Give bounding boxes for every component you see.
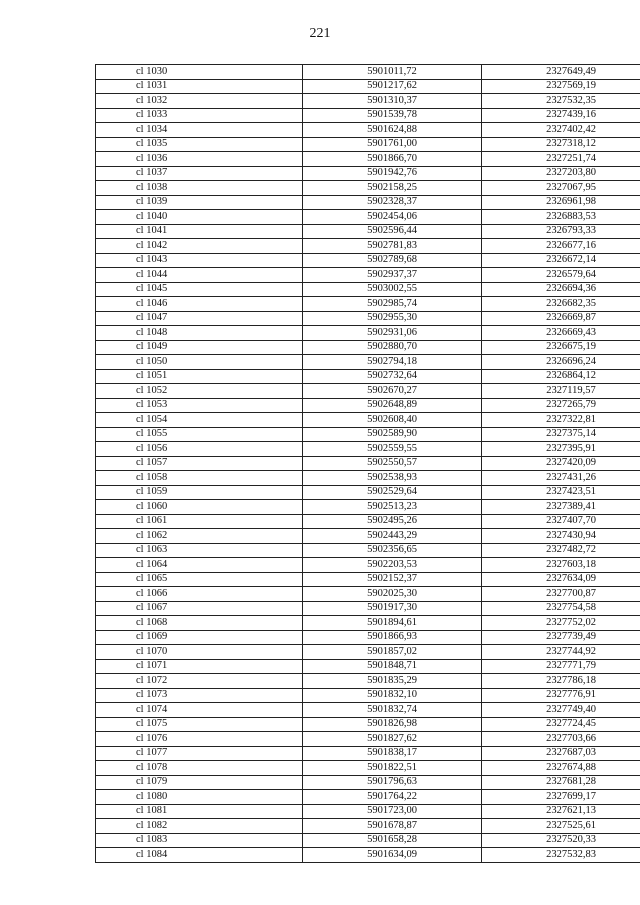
coordinates-table-body: [96, 65, 640, 863]
y-coordinate-cell: 2327744,92: [482, 645, 640, 660]
x-coordinate-cell: 5902589,90: [303, 427, 482, 442]
x-coordinate-cell: 5901826,98: [303, 717, 482, 732]
table-row: [96, 210, 640, 225]
x-coordinate-cell: 5901011,72: [303, 65, 482, 80]
point-name-cell: cl 1037: [96, 166, 303, 181]
x-coordinate-cell: 5901761,00: [303, 137, 482, 152]
x-coordinate-cell: 5901917,30: [303, 601, 482, 616]
table-row: [96, 674, 640, 689]
table-row: [96, 558, 640, 573]
y-coordinate-cell: 2327752,02: [482, 616, 640, 631]
table-row: [96, 775, 640, 790]
y-coordinate-cell: 2326579,64: [482, 268, 640, 283]
x-coordinate-cell: 5902937,37: [303, 268, 482, 283]
x-coordinate-cell: 5902608,40: [303, 413, 482, 428]
x-coordinate-cell: 5902781,83: [303, 239, 482, 254]
table-row: [96, 369, 640, 384]
x-coordinate-cell: 5901217,62: [303, 79, 482, 94]
table-row: [96, 297, 640, 312]
point-name-cell: cl 1054: [96, 413, 303, 428]
table-row: [96, 616, 640, 631]
y-coordinate-cell: 2327203,80: [482, 166, 640, 181]
x-coordinate-cell: 5901539,78: [303, 108, 482, 123]
table-row: [96, 645, 640, 660]
point-name-cell: cl 1049: [96, 340, 303, 355]
x-coordinate-cell: 5902538,93: [303, 471, 482, 486]
point-name-cell: cl 1067: [96, 601, 303, 616]
table-row: [96, 239, 640, 254]
y-coordinate-cell: 2327681,28: [482, 775, 640, 790]
table-row: [96, 500, 640, 515]
x-coordinate-cell: 5901310,37: [303, 94, 482, 109]
point-name-cell: cl 1045: [96, 282, 303, 297]
y-coordinate-cell: 2327749,40: [482, 703, 640, 718]
table-row: [96, 427, 640, 442]
point-name-cell: cl 1077: [96, 746, 303, 761]
point-name-cell: cl 1058: [96, 471, 303, 486]
x-coordinate-cell: 5902880,70: [303, 340, 482, 355]
x-coordinate-cell: 5903002,55: [303, 282, 482, 297]
x-coordinate-cell: 5902931,06: [303, 326, 482, 341]
y-coordinate-cell: 2327532,35: [482, 94, 640, 109]
y-coordinate-cell: 2327754,58: [482, 601, 640, 616]
table-row: [96, 819, 640, 834]
point-name-cell: cl 1066: [96, 587, 303, 602]
table-row: [96, 123, 640, 138]
table-row: [96, 384, 640, 399]
x-coordinate-cell: 5902529,64: [303, 485, 482, 500]
y-coordinate-cell: 2327375,14: [482, 427, 640, 442]
x-coordinate-cell: 5901624,88: [303, 123, 482, 138]
y-coordinate-cell: 2327067,95: [482, 181, 640, 196]
table-row: [96, 340, 640, 355]
y-coordinate-cell: 2327739,49: [482, 630, 640, 645]
y-coordinate-cell: 2327703,66: [482, 732, 640, 747]
x-coordinate-cell: 5901832,74: [303, 703, 482, 718]
y-coordinate-cell: 2327525,61: [482, 819, 640, 834]
table-row: [96, 326, 640, 341]
y-coordinate-cell: 2327776,91: [482, 688, 640, 703]
x-coordinate-cell: 5902356,65: [303, 543, 482, 558]
x-coordinate-cell: 5901835,29: [303, 674, 482, 689]
point-name-cell: cl 1050: [96, 355, 303, 370]
x-coordinate-cell: 5901838,17: [303, 746, 482, 761]
table-row: [96, 65, 640, 80]
table-row: [96, 152, 640, 167]
point-name-cell: cl 1051: [96, 369, 303, 384]
point-name-cell: cl 1079: [96, 775, 303, 790]
point-name-cell: cl 1055: [96, 427, 303, 442]
x-coordinate-cell: 5901832,10: [303, 688, 482, 703]
y-coordinate-cell: 2327520,33: [482, 833, 640, 848]
y-coordinate-cell: 2327674,88: [482, 761, 640, 776]
x-coordinate-cell: 5902955,30: [303, 311, 482, 326]
y-coordinate-cell: 2327119,57: [482, 384, 640, 399]
table-row: [96, 442, 640, 457]
x-coordinate-cell: 5902513,23: [303, 500, 482, 515]
y-coordinate-cell: 2327771,79: [482, 659, 640, 674]
x-coordinate-cell: 5902789,68: [303, 253, 482, 268]
point-name-cell: cl 1074: [96, 703, 303, 718]
y-coordinate-cell: 2327621,13: [482, 804, 640, 819]
point-name-cell: cl 1062: [96, 529, 303, 544]
point-name-cell: cl 1043: [96, 253, 303, 268]
x-coordinate-cell: 5902985,74: [303, 297, 482, 312]
x-coordinate-cell: 5901866,70: [303, 152, 482, 167]
y-coordinate-cell: 2327407,70: [482, 514, 640, 529]
point-name-cell: cl 1068: [96, 616, 303, 631]
table-row: [96, 398, 640, 413]
y-coordinate-cell: 2327389,41: [482, 500, 640, 515]
x-coordinate-cell: 5901764,22: [303, 790, 482, 805]
point-name-cell: cl 1075: [96, 717, 303, 732]
table-row: [96, 108, 640, 123]
y-coordinate-cell: 2327724,45: [482, 717, 640, 732]
x-coordinate-cell: 5902794,18: [303, 355, 482, 370]
point-name-cell: cl 1078: [96, 761, 303, 776]
table-row: [96, 413, 640, 428]
x-coordinate-cell: 5902025,30: [303, 587, 482, 602]
y-coordinate-cell: 2327482,72: [482, 543, 640, 558]
point-name-cell: cl 1063: [96, 543, 303, 558]
point-name-cell: cl 1083: [96, 833, 303, 848]
point-name-cell: cl 1061: [96, 514, 303, 529]
point-name-cell: cl 1072: [96, 674, 303, 689]
y-coordinate-cell: 2327569,19: [482, 79, 640, 94]
table-row: [96, 587, 640, 602]
point-name-cell: cl 1053: [96, 398, 303, 413]
table-row: [96, 282, 640, 297]
y-coordinate-cell: 2326961,98: [482, 195, 640, 210]
point-name-cell: cl 1070: [96, 645, 303, 660]
point-name-cell: cl 1033: [96, 108, 303, 123]
y-coordinate-cell: 2327687,03: [482, 746, 640, 761]
y-coordinate-cell: 2327700,87: [482, 587, 640, 602]
point-name-cell: cl 1036: [96, 152, 303, 167]
x-coordinate-cell: 5902648,89: [303, 398, 482, 413]
y-coordinate-cell: 2327251,74: [482, 152, 640, 167]
y-coordinate-cell: 2327439,16: [482, 108, 640, 123]
table-row: [96, 688, 640, 703]
y-coordinate-cell: 2327532,83: [482, 848, 640, 863]
page-number: 221: [309, 26, 331, 41]
point-name-cell: cl 1082: [96, 819, 303, 834]
table-row: [96, 514, 640, 529]
y-coordinate-cell: 2326696,24: [482, 355, 640, 370]
point-name-cell: cl 1073: [96, 688, 303, 703]
x-coordinate-cell: 5901678,87: [303, 819, 482, 834]
point-name-cell: cl 1040: [96, 210, 303, 225]
x-coordinate-cell: 5901866,93: [303, 630, 482, 645]
table-row: [96, 630, 640, 645]
x-coordinate-cell: 5901822,51: [303, 761, 482, 776]
table-row: [96, 717, 640, 732]
point-name-cell: cl 1046: [96, 297, 303, 312]
x-coordinate-cell: 5902550,57: [303, 456, 482, 471]
table-row: [96, 703, 640, 718]
x-coordinate-cell: 5902443,29: [303, 529, 482, 544]
x-coordinate-cell: 5901894,61: [303, 616, 482, 631]
x-coordinate-cell: 5901723,00: [303, 804, 482, 819]
x-coordinate-cell: 5902454,06: [303, 210, 482, 225]
table-row: [96, 456, 640, 471]
table-row: [96, 79, 640, 94]
point-name-cell: cl 1030: [96, 65, 303, 80]
table-row: [96, 166, 640, 181]
x-coordinate-cell: 5902596,44: [303, 224, 482, 239]
y-coordinate-cell: 2327395,91: [482, 442, 640, 457]
y-coordinate-cell: 2327603,18: [482, 558, 640, 573]
point-name-cell: cl 1071: [96, 659, 303, 674]
point-name-cell: cl 1031: [96, 79, 303, 94]
y-coordinate-cell: 2327786,18: [482, 674, 640, 689]
y-coordinate-cell: 2327420,09: [482, 456, 640, 471]
table-row: [96, 601, 640, 616]
table-row: [96, 543, 640, 558]
table-row: [96, 833, 640, 848]
table-row: [96, 94, 640, 109]
point-name-cell: cl 1035: [96, 137, 303, 152]
point-name-cell: cl 1080: [96, 790, 303, 805]
y-coordinate-cell: 2327431,26: [482, 471, 640, 486]
table-row: [96, 355, 640, 370]
point-name-cell: cl 1065: [96, 572, 303, 587]
table-row: [96, 746, 640, 761]
y-coordinate-cell: 2327322,81: [482, 413, 640, 428]
x-coordinate-cell: 5901857,02: [303, 645, 482, 660]
x-coordinate-cell: 5902732,64: [303, 369, 482, 384]
point-name-cell: cl 1044: [96, 268, 303, 283]
table-row: [96, 848, 640, 863]
point-name-cell: cl 1034: [96, 123, 303, 138]
y-coordinate-cell: 2327318,12: [482, 137, 640, 152]
y-coordinate-cell: 2326672,14: [482, 253, 640, 268]
table-row: [96, 253, 640, 268]
table-row: [96, 732, 640, 747]
x-coordinate-cell: 5901634,09: [303, 848, 482, 863]
table-row: [96, 659, 640, 674]
x-coordinate-cell: 5902559,55: [303, 442, 482, 457]
y-coordinate-cell: 2326669,43: [482, 326, 640, 341]
table-row: [96, 181, 640, 196]
point-name-cell: cl 1039: [96, 195, 303, 210]
y-coordinate-cell: 2326793,33: [482, 224, 640, 239]
point-name-cell: cl 1064: [96, 558, 303, 573]
x-coordinate-cell: 5902203,53: [303, 558, 482, 573]
x-coordinate-cell: 5902328,37: [303, 195, 482, 210]
x-coordinate-cell: 5902158,25: [303, 181, 482, 196]
point-name-cell: cl 1038: [96, 181, 303, 196]
y-coordinate-cell: 2326883,53: [482, 210, 640, 225]
x-coordinate-cell: 5902495,26: [303, 514, 482, 529]
point-name-cell: cl 1041: [96, 224, 303, 239]
table-row: [96, 790, 640, 805]
y-coordinate-cell: 2326682,35: [482, 297, 640, 312]
table-row: [96, 485, 640, 500]
table-row: [96, 268, 640, 283]
point-name-cell: cl 1057: [96, 456, 303, 471]
table-row: [96, 471, 640, 486]
point-name-cell: cl 1059: [96, 485, 303, 500]
x-coordinate-cell: 5902152,37: [303, 572, 482, 587]
point-name-cell: cl 1060: [96, 500, 303, 515]
x-coordinate-cell: 5901796,63: [303, 775, 482, 790]
point-name-cell: cl 1052: [96, 384, 303, 399]
point-name-cell: cl 1042: [96, 239, 303, 254]
point-name-cell: cl 1032: [96, 94, 303, 109]
y-coordinate-cell: 2326675,19: [482, 340, 640, 355]
table-row: [96, 311, 640, 326]
point-name-cell: cl 1084: [96, 848, 303, 863]
y-coordinate-cell: 2326694,36: [482, 282, 640, 297]
y-coordinate-cell: 2326677,16: [482, 239, 640, 254]
table-row: [96, 224, 640, 239]
point-name-cell: cl 1047: [96, 311, 303, 326]
table-row: [96, 572, 640, 587]
y-coordinate-cell: 2327265,79: [482, 398, 640, 413]
y-coordinate-cell: 2326669,87: [482, 311, 640, 326]
table-row: [96, 137, 640, 152]
x-coordinate-cell: 5901827,62: [303, 732, 482, 747]
x-coordinate-cell: 5902670,27: [303, 384, 482, 399]
point-name-cell: cl 1056: [96, 442, 303, 457]
table-row: [96, 761, 640, 776]
y-coordinate-cell: 2327699,17: [482, 790, 640, 805]
point-name-cell: cl 1076: [96, 732, 303, 747]
point-name-cell: cl 1069: [96, 630, 303, 645]
x-coordinate-cell: 5901848,71: [303, 659, 482, 674]
x-coordinate-cell: 5901658,28: [303, 833, 482, 848]
y-coordinate-cell: 2326864,12: [482, 369, 640, 384]
x-coordinate-cell: 5901942,76: [303, 166, 482, 181]
table-row: [96, 804, 640, 819]
table-row: [96, 195, 640, 210]
y-coordinate-cell: 2327402,42: [482, 123, 640, 138]
y-coordinate-cell: 2327430,94: [482, 529, 640, 544]
y-coordinate-cell: 2327423,51: [482, 485, 640, 500]
point-name-cell: cl 1081: [96, 804, 303, 819]
coordinates-table: [95, 64, 640, 863]
y-coordinate-cell: 2327634,09: [482, 572, 640, 587]
table-row: [96, 529, 640, 544]
point-name-cell: cl 1048: [96, 326, 303, 341]
y-coordinate-cell: 2327649,49: [482, 65, 640, 80]
